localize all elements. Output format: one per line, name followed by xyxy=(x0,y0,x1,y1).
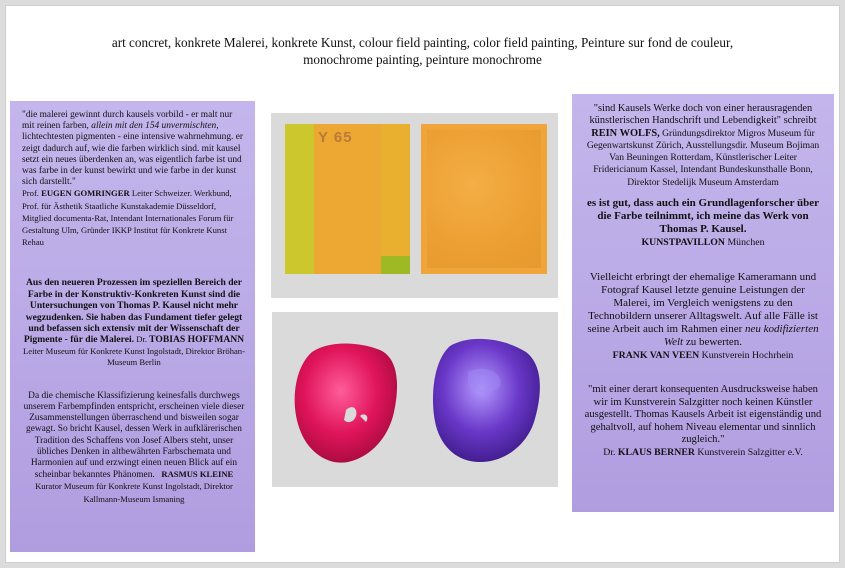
page-header xyxy=(6,34,839,68)
quote-gomringer xyxy=(22,110,246,249)
quote-berner xyxy=(582,384,824,460)
author-affiliation: Leiter Schweizer. Werkbund, Prof. für Ästhetik Staatliche Kunstakademie Düsseldorf, Mitglied documenta-Rat, Intendant Internationales Forum für Gestaltung Ulm, Gründer IKKP Institut für Konkrete Kunst Rehau xyxy=(22,188,234,248)
quote-text: es ist gut, dass auch ein Grundlagenforscher über die Farbe teilnimmt, ich meine das Werk von Thomas P. Kausel. xyxy=(586,197,820,236)
author-name: KLAUS BERNER xyxy=(617,447,695,459)
quote-text: "die malerei gewinnt durch kausels vorbild - er malt nur mit reinen farben, xyxy=(22,110,233,132)
author-name: KUNSTPAVILLON xyxy=(641,237,726,249)
artwork-photo-canvases xyxy=(271,113,558,298)
author-affiliation: Kurator Museum für Konkrete Kunst Ingolstadt, Direktor Kallmann-Museum Ismaning xyxy=(35,481,233,504)
yellow-stripe xyxy=(285,124,314,274)
author-affiliation: Kunstverein Salzgitter e.V. xyxy=(694,447,803,459)
author-title: Prof. xyxy=(22,188,42,199)
author-affiliation: Gründungsdirektor Migros Museum für Gegenwartskunst Zürich, Ausstellungsdir. Museum Bojiman Van Beuningen Rotterdam, Künstlerischer Leiter Fridericianum Kassel, Intendant Bundeskunsthalle Bonn, Direktor Stedelijk Museum Amsterdam xyxy=(586,127,820,188)
quote-text: Vielleicht erbringt der ehemalige Kameramann und Fotograf Kausel letzte genuine Leistungen der Malerei, im Vergleich wenigstens zu den Technobildern unserer Alltagswelt. Auf alle Fälle ist seine Arbeit auch im Rahmen einer xyxy=(587,271,818,336)
author-title: Dr. xyxy=(134,334,150,345)
pigment-blobs xyxy=(272,312,558,487)
quote-text: zu bewerten. xyxy=(683,336,743,349)
quote-kleine xyxy=(22,391,246,506)
quote-text: lichtechtesten pigmenten - eine intensive wahrnehmung. er zeigt dadurch auf, wie die farben wirklich sind. mit kausel setzt ein neues überdenken an, was eigentlich farbe ist und was farbe in der kunst bewirkt und wie farbe in der kunst sich darstellt." xyxy=(22,132,244,188)
author-name: EUGEN GOMRINGER xyxy=(41,188,130,199)
right-quote-panel xyxy=(572,94,834,512)
quote-italic: allein mit den 154 unvermischten, xyxy=(91,121,219,132)
left-quote-panel xyxy=(10,101,255,552)
page-sheet xyxy=(5,5,840,563)
author-title: Dr. xyxy=(603,447,618,459)
author-affiliation: Kunstverein Hochrhein xyxy=(699,350,794,362)
painting-y65 xyxy=(285,124,410,274)
quote-hoffmann xyxy=(22,277,246,368)
quote-text: Da die chemische Klassifizierung keinesfalls durchwegs unserem Farbempfinden entspricht, erscheinen viele dieser Zusammenstellungen überraschend und bisweilen sogar gewagt. So bricht Kausel, dessen Werk in aufklärerischen Tradition des Schaffens von Josef Albers steht, unser übliches Denken in altbewährten Farbschemata und Harmonien auf und erzwingt einen neuen Blick auf ein scheinbar bekanntes Phänomen. xyxy=(23,390,245,481)
quote-italic: neu kodifizierten Welt xyxy=(663,323,819,349)
quote-van-veen xyxy=(582,271,824,362)
green-corner xyxy=(381,256,410,274)
author-gomringer xyxy=(22,188,233,247)
violet-pigment-blob xyxy=(433,339,540,462)
quote-kunstpavillon xyxy=(582,197,824,249)
pink-pigment-blob xyxy=(295,344,397,463)
quote-text: "sind Kausels Werke doch von einer herausragenden künstlerischen Handschrift und Lebendigkeit" xyxy=(589,103,813,127)
painting-label: Y 65 xyxy=(318,129,353,146)
author-name: FRANK VAN VEEN xyxy=(612,350,700,362)
quote-text: schreibt xyxy=(781,115,817,127)
quote-text: "mit einer derart konsequenten Ausdrucksweise haben wir im Kunstverein Salzgitter noch keinen Künstler ausgestellt. Thomas Kausels Arbeit ist eigenständig und gehaltvoll, auf hohem Niveau elementar und sinnlich zugleich." xyxy=(584,384,822,446)
artwork-photo-pigments xyxy=(272,312,558,487)
author-name: REIN WOLFS, xyxy=(591,127,660,139)
author-name: RASMUS KLEINE xyxy=(161,469,234,480)
right-stripe xyxy=(381,124,410,274)
quote-wolfs xyxy=(582,103,824,189)
author-affiliation: Leiter Museum für Konkrete Kunst Ingolstadt, Direktor Bröhan-Museum Berlin xyxy=(23,345,245,368)
painting-monochrome-orange xyxy=(421,124,547,274)
header-line-1: art concret, konkrete Malerei, konkrete Kunst, colour field painting, color field painting, Peinture sur fond de couleur, xyxy=(111,35,734,50)
quote-text: Aus den neueren Prozessen im speziellen Bereich der Farbe in der Konstruktiv-Konkreten Kunst sind die Untersuchungen von Thomas P. Kausel nicht mehr wegzudenken. Sie haben das Fundament tiefer gelegt und befassen sich extensiv mit der Wissenschaft der Pigmente - für die Malerei. xyxy=(23,277,243,346)
header-line-2: monochrome painting, peinture monochrome xyxy=(303,52,542,67)
author-name: TOBIAS HOFFMANN xyxy=(149,334,245,346)
author-affiliation: München xyxy=(725,237,765,249)
